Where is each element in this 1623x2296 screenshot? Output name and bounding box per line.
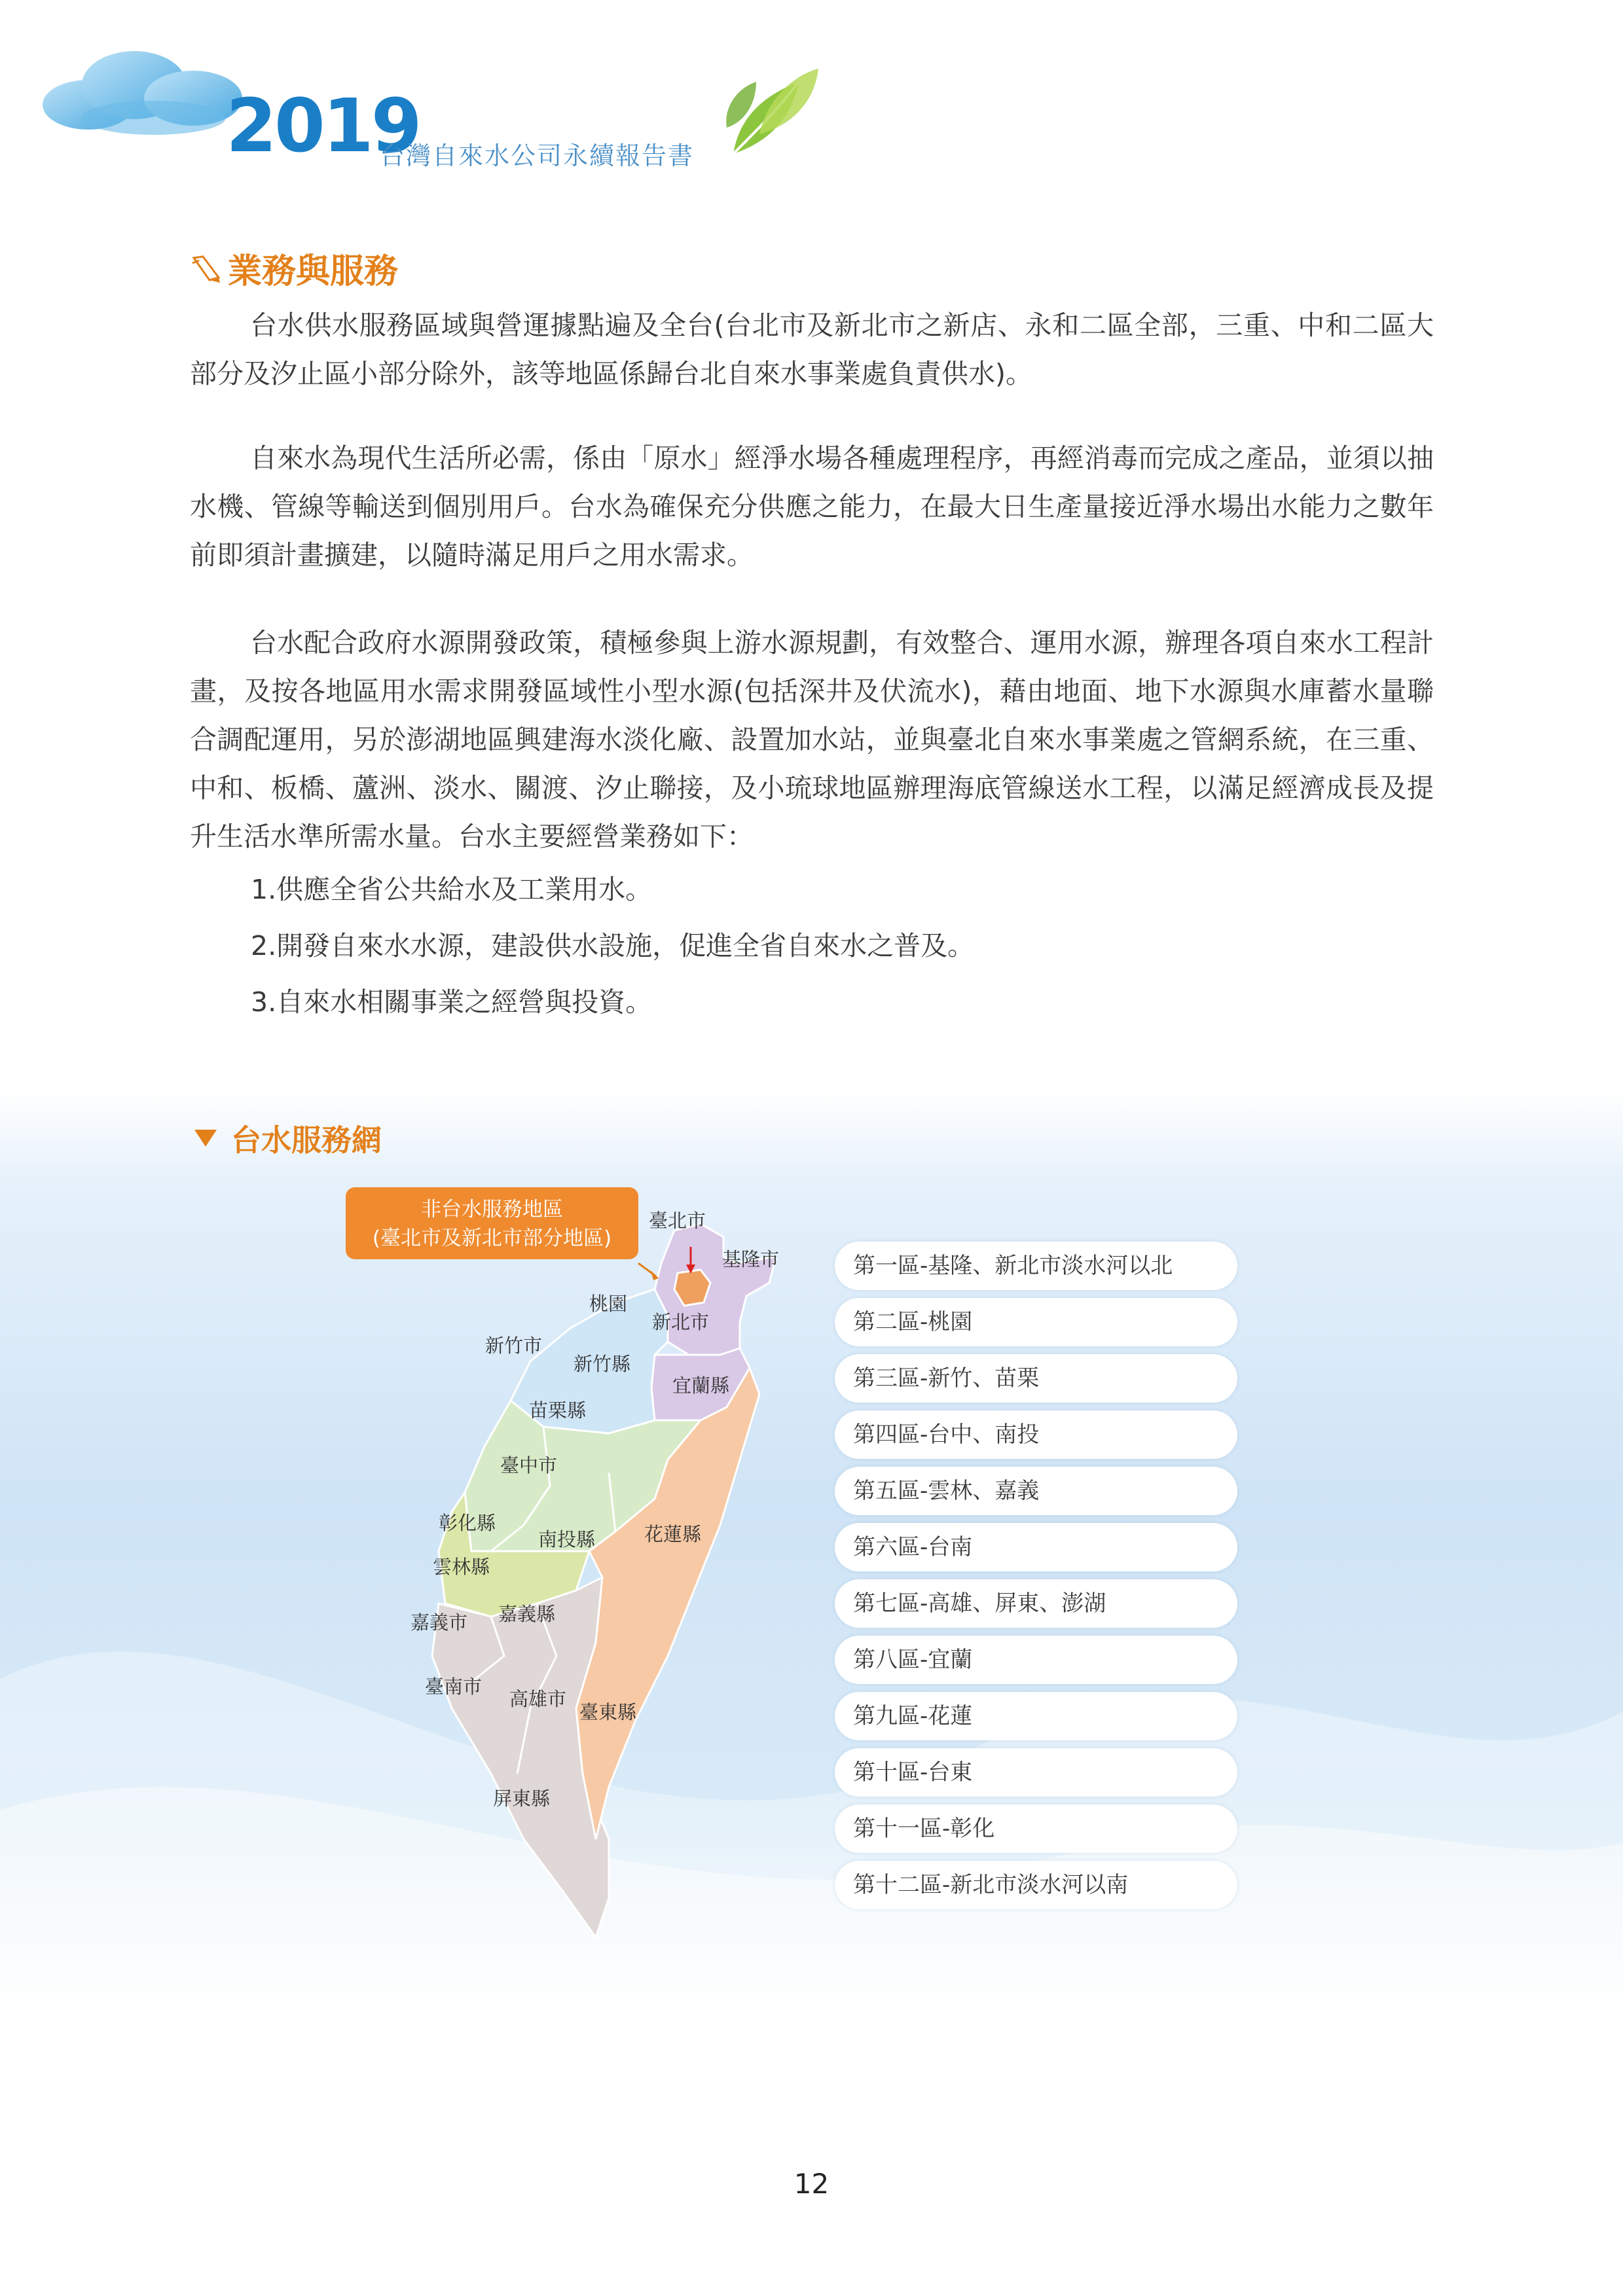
report-year: 2019 (226, 84, 420, 169)
map-label-taoyuan: 桃園 (589, 1293, 628, 1315)
region-pill: 第二區-桃園 (835, 1298, 1237, 1346)
map-label-new-taipei: 新北市 (652, 1311, 710, 1333)
region-pill: 第八區-宜蘭 (835, 1636, 1237, 1684)
region-pill: 第七區-高雄、屏東、澎湖 (835, 1579, 1237, 1628)
map-title-text: 台水服務網 (231, 1122, 382, 1158)
list-item: 2.開發自來水水源，建設供水設施，促進全省自來水之普及。 (251, 930, 975, 961)
non-service-line1: 非台水服務地區 (421, 1198, 563, 1221)
map-label-kaohsiung: 高雄市 (509, 1688, 567, 1710)
map-label-hsinchu-county: 新竹縣 (574, 1353, 631, 1375)
non-service-line2: (臺北市及新北市部分地區) (372, 1227, 612, 1250)
paragraph-1: 台水供水服務區域與營運據點遍及全台(台北市及新北市之新店、永和二區全部，三重、中和二區大部分及汐止區小部分除外，該等地區係歸台北自來水事業處負責供水)。 (190, 310, 1434, 389)
triangle-down-icon (194, 1130, 217, 1147)
pen-icon (190, 251, 224, 285)
paragraph-3: 台水配合政府水源開發政策，積極參與上游水源規劃，有效整合、運用水源，辦理各項自來水工程計畫，及按各地區用水需求開發區域性小型水源(包括深井及伏流水)，藉由地面、地下水源與水庫蓄水量聯合調配運用，另於澎湖地區興建海水淡化廠、設置加水站，並與臺北自來水事業處之管網系統，在三重、中和、板橋、蘆洲、淡水、關渡、汐止聯接，及小琉球地區辦理海底管線送水工程，以滿足經濟成長及提升生活水準所需水量。台水主要經營業務如下： (190, 627, 1434, 852)
paragraph-2: 自來水為現代生活所必需，係由「原水」經淨水場各種處理程序，再經消毒而完成之產品，並須以抽水機、管線等輸送到個別用戶。台水為確保充分供應之能力，在最大日生產量接近淨水場出水能力之數年前即須計畫擴建，以隨時滿足用戶之用水需求。 (190, 442, 1434, 571)
map-label-yilan: 宜蘭縣 (672, 1374, 730, 1397)
region-pill: 第十區-台東 (835, 1748, 1237, 1797)
region-pill: 第三區-新竹、苗栗 (835, 1354, 1237, 1403)
map-label-yunlin: 雲林縣 (433, 1556, 490, 1578)
region-pill: 第五區-雲林、嘉義 (835, 1467, 1237, 1515)
service-region-list (835, 1242, 1237, 1917)
region-pill: 第六區-台南 (835, 1523, 1237, 1571)
map-label-chiayi-city: 嘉義市 (410, 1611, 468, 1634)
map-label-miaoli: 苗栗縣 (529, 1399, 587, 1422)
region-pill: 第十二區-新北市淡水河以南 (835, 1861, 1237, 1909)
region-pill: 第十一區-彰化 (835, 1804, 1237, 1853)
leaf-logo-icon (720, 62, 825, 160)
non-service-area-callout (346, 1187, 638, 1259)
map-label-nantou: 南投縣 (538, 1528, 596, 1551)
report-title: 台灣自來水公司永續報告書 (380, 141, 695, 170)
map-title (194, 1117, 382, 1160)
map-label-pingtung: 屏東縣 (493, 1787, 551, 1810)
region-pill: 第四區-台中、南投 (835, 1410, 1237, 1459)
map-label-tainan: 臺南市 (425, 1676, 483, 1698)
map-label-hsinchu-city: 新竹市 (485, 1335, 543, 1357)
map-label-taichung: 臺中市 (500, 1454, 558, 1477)
page-number: 12 (793, 2168, 830, 2200)
map-label-chiayi-county: 嘉義縣 (498, 1603, 556, 1625)
cloud-logo-icon (36, 46, 252, 137)
region-pill: 第一區-基隆、新北市淡水河以北 (835, 1242, 1237, 1290)
region-pill: 第九區-花蓮 (835, 1692, 1237, 1740)
page-header (0, 0, 1623, 183)
map-label-changhua: 彰化縣 (439, 1512, 496, 1534)
section-title (190, 243, 398, 293)
map-label-taitung: 臺東縣 (579, 1701, 637, 1723)
map-label-taipei: 臺北市 (649, 1210, 706, 1232)
section-title-text: 業務與服務 (228, 252, 399, 291)
list-item: 1.供應全省公共給水及工業用水。 (251, 874, 653, 905)
list-item: 3.自來水相關事業之經營與投資。 (251, 986, 653, 1018)
map-label-hualien: 花蓮縣 (644, 1523, 702, 1545)
region-north-purple (655, 1224, 776, 1358)
map-label-keelung: 基隆市 (722, 1248, 780, 1270)
